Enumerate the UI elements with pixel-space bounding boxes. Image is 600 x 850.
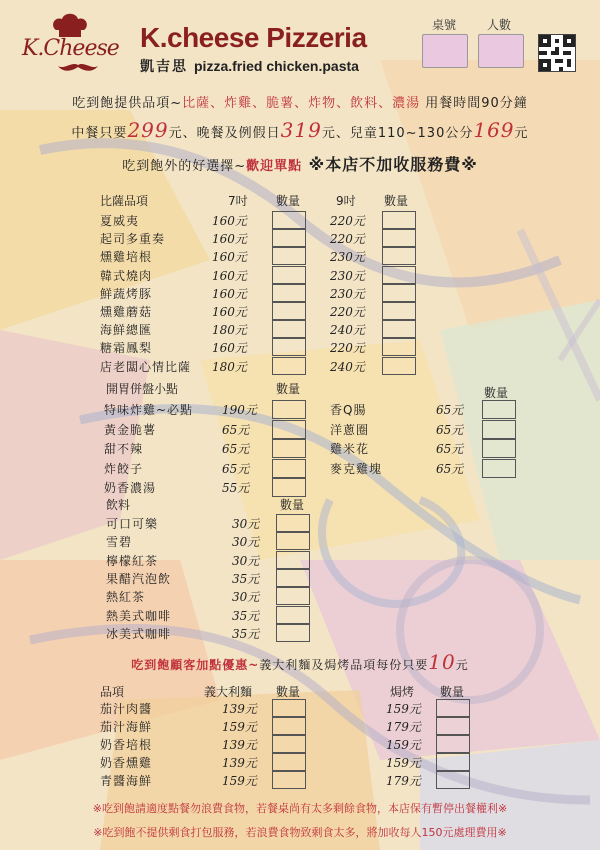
snack-qty-box[interactable] <box>482 459 516 478</box>
addon-item-name: 青醬海鮮 <box>100 774 153 788</box>
addon-pasta-qty-box[interactable] <box>272 771 306 789</box>
snack-item-price: 65元 <box>222 461 250 476</box>
addon-pasta-qty-box[interactable] <box>272 699 306 717</box>
addon-bake-price: 179元 <box>386 720 421 734</box>
snacks-right-qty-header: 數量 <box>484 386 509 400</box>
addon-item-name: 茄汁肉醬 <box>100 702 153 716</box>
pizza-item-price-9: 220元 <box>330 214 365 228</box>
snack-item-name: 炸餃子 <box>104 461 144 476</box>
drink-item-price: 30元 <box>232 590 260 605</box>
table-number-box[interactable] <box>422 34 468 68</box>
addon-bake-qty-box[interactable] <box>436 699 470 717</box>
drink-qty-box[interactable] <box>276 624 310 642</box>
snack-item-price: 190元 <box>222 403 257 417</box>
promo-lunch-label: 中餐只要 <box>71 126 128 141</box>
snack-qty-box[interactable] <box>272 420 306 439</box>
pizza-qty-7-box[interactable] <box>272 302 306 320</box>
drink-item-name: 熱美式咖啡 <box>106 608 172 623</box>
addon-section-title: 品項 <box>100 685 125 699</box>
snack-item-name: 麥克雞塊 <box>330 461 383 476</box>
drink-qty-box[interactable] <box>276 569 310 587</box>
addon-bake-price: 159元 <box>386 756 421 770</box>
brand-tagline: pizza.fried chicken.pasta <box>194 58 359 74</box>
brand-chinese-name: 凱吉思 <box>140 58 188 74</box>
drink-item-name: 雪碧 <box>106 535 133 550</box>
snacks-section-title: 開胃併盤小點 <box>106 382 179 396</box>
pizza-item-price-9: 240元 <box>330 323 365 338</box>
addon-pasta-price: 159元 <box>222 720 257 734</box>
pizza-item-name: 鮮蔬烤豚 <box>100 286 153 301</box>
addon-bake-qty-box[interactable] <box>436 717 470 735</box>
snack-qty-box[interactable] <box>482 400 516 419</box>
pizza-qty-7-box[interactable] <box>272 229 306 247</box>
pizza-item-price-7: 160元 <box>212 232 247 247</box>
snack-item-price: 65元 <box>222 422 250 437</box>
drink-qty-box[interactable] <box>276 551 310 569</box>
pizza-item-price-7: 160元 <box>212 341 247 356</box>
logo-script-text: K.Cheese <box>22 36 119 61</box>
pizza-item-price-7: 160元 <box>212 268 247 283</box>
snack-item-name: 甜不辣 <box>104 442 144 456</box>
promo-child-label: 元、兒童110~130公分 <box>321 126 474 141</box>
drink-item-name: 可口可樂 <box>106 517 159 531</box>
drinks-section-title: 飲料 <box>106 498 131 512</box>
qr-code-icon <box>538 34 576 72</box>
snack-item-name: 洋蔥圈 <box>330 422 370 437</box>
snack-item-price: 65元 <box>436 422 464 437</box>
pizza-item-price-7: 160元 <box>212 305 247 319</box>
addon-item-name: 奶香燻雞 <box>100 756 153 770</box>
pizza-col-9-qty: 數量 <box>384 194 409 208</box>
footer-note-1: ※吃到飽請適度點餐勿浪費食物，若餐桌尚有太多剩餘食物，本店保有暫停出餐權利※ <box>92 802 508 815</box>
addon-pasta-qty-box[interactable] <box>272 753 306 771</box>
snack-qty-box[interactable] <box>272 459 306 478</box>
pizza-item-price-9: 230元 <box>330 286 365 301</box>
addon-bake-price: 159元 <box>386 738 421 752</box>
addon-pasta-price: 139元 <box>222 702 257 716</box>
drink-item-price: 35元 <box>232 608 260 623</box>
addon-promo-a: 吃到飽顧客加點優惠~ <box>131 658 260 672</box>
brand-name: K.cheese Pizzeria <box>140 22 367 53</box>
pizza-qty-7-box[interactable] <box>272 357 306 375</box>
drink-qty-box[interactable] <box>276 532 310 550</box>
table-number-label: 桌號 <box>432 18 457 32</box>
promo-line-1-a: 吃到飽提供品項~ <box>72 96 183 111</box>
drink-qty-box[interactable] <box>276 606 310 624</box>
pizza-item-name: 韓式燒肉 <box>100 268 153 283</box>
pizza-item-price-9: 240元 <box>330 359 365 374</box>
pizza-qty-7-box[interactable] <box>272 266 306 284</box>
drink-item-price: 30元 <box>232 535 260 550</box>
addon-item-name: 茄汁海鮮 <box>100 720 153 734</box>
promo-line-1 <box>0 92 600 111</box>
addon-pasta-price: 159元 <box>222 774 257 788</box>
people-count-label: 人數 <box>487 18 512 32</box>
pizza-qty-9-box[interactable] <box>382 229 416 247</box>
promo-line-3-b: 歡迎單點 <box>246 159 303 174</box>
pizza-item-price-9: 220元 <box>330 305 365 319</box>
drink-item-price: 35元 <box>232 571 260 586</box>
pizza-qty-9-box[interactable] <box>382 266 416 284</box>
mustache-icon <box>58 62 98 72</box>
addon-col-bake: 焗烤 <box>390 685 415 699</box>
snack-qty-box[interactable] <box>482 420 516 439</box>
pizza-col-9-inch: 9吋 <box>336 194 356 208</box>
pizza-item-price-9: 230元 <box>330 268 365 283</box>
pizza-item-price-9: 230元 <box>330 250 365 265</box>
pizza-col-7-inch: 7吋 <box>228 194 248 208</box>
snack-item-price: 55元 <box>222 481 250 495</box>
pizza-item-name: 夏威夷 <box>100 214 140 228</box>
pizza-item-name: 海鮮總匯 <box>100 323 153 338</box>
addon-bake-qty-box[interactable] <box>436 735 470 753</box>
snack-item-name: 雞米花 <box>330 442 370 456</box>
pizza-item-price-7: 160元 <box>212 286 247 301</box>
pizza-item-name: 燻雞蘑菇 <box>100 305 153 319</box>
pizza-item-price-9: 220元 <box>330 341 365 356</box>
drink-item-price: 35元 <box>232 626 260 641</box>
drink-qty-box[interactable] <box>276 587 310 605</box>
drink-item-name: 果醋汽泡飲 <box>106 571 172 586</box>
pizza-qty-9-box[interactable] <box>382 247 416 265</box>
pizza-qty-7-box[interactable] <box>272 320 306 338</box>
drinks-qty-header: 數量 <box>280 498 305 512</box>
promo-line-3-a: 吃到飽外的好選擇~ <box>122 159 247 174</box>
snack-qty-box[interactable] <box>272 439 306 458</box>
drink-item-price: 30元 <box>232 517 260 531</box>
addon-pasta-qty-box[interactable] <box>272 717 306 735</box>
pizza-item-name: 糖霜鳳梨 <box>100 341 153 356</box>
snack-item-name: 特味炸雞~必點 <box>104 403 194 417</box>
people-count-box[interactable] <box>478 34 524 68</box>
pizza-item-price-7: 180元 <box>212 359 247 374</box>
snack-qty-box[interactable] <box>272 478 306 497</box>
addon-bake-price: 159元 <box>386 702 421 716</box>
pizza-item-price-7: 160元 <box>212 250 247 265</box>
addon-item-name: 奶香培根 <box>100 738 153 752</box>
addon-pasta-qty-box[interactable] <box>272 735 306 753</box>
snack-item-price: 65元 <box>436 442 464 456</box>
pizza-qty-7-box[interactable] <box>272 211 306 229</box>
pizza-item-name: 店老闆心情比薩 <box>100 359 192 374</box>
pizza-qty-9-box[interactable] <box>382 302 416 320</box>
addon-col-bake-qty: 數量 <box>440 685 465 699</box>
addon-promo-line <box>0 650 600 674</box>
pizza-qty-9-box[interactable] <box>382 338 416 356</box>
addon-promo-price: 10 <box>428 650 456 674</box>
brand-subtitle <box>140 56 359 76</box>
addon-promo-b: 義大利麵及焗烤品項每份只要 <box>259 658 429 672</box>
addon-bake-price: 179元 <box>386 774 421 788</box>
promo-line-1-time: 用餐時間90分鐘 <box>420 96 528 111</box>
addon-promo-unit: 元 <box>455 658 469 672</box>
drink-item-price: 30元 <box>232 553 260 568</box>
pizza-qty-9-box[interactable] <box>382 284 416 302</box>
pizza-section-title: 比薩品項 <box>100 194 149 208</box>
snack-item-name: 黃金脆薯 <box>104 422 157 437</box>
promo-dinner-label: 元、晚餐及例假日 <box>168 126 281 141</box>
pizza-item-price-7: 180元 <box>212 323 247 338</box>
pizza-qty-7-box[interactable] <box>272 284 306 302</box>
drink-item-name: 檸檬紅茶 <box>106 553 159 568</box>
promo-lunch-price: 299 <box>127 118 169 142</box>
pizza-qty-7-box[interactable] <box>272 338 306 356</box>
snack-item-price: 65元 <box>222 442 250 456</box>
snack-item-price: 65元 <box>436 461 464 476</box>
promo-child-unit: 元 <box>514 126 529 141</box>
snack-qty-box[interactable] <box>272 400 306 419</box>
addon-pasta-price: 139元 <box>222 738 257 752</box>
pizza-item-name: 燻雞培根 <box>100 250 153 265</box>
snack-item-price: 65元 <box>436 403 464 417</box>
footer-note-2: ※吃到飽不提供剩食打包服務，若浪費食物致剩食太多，將加收每人150元處理費用※ <box>93 826 507 839</box>
addon-bake-qty-box[interactable] <box>436 753 470 771</box>
addon-col-pasta-qty: 數量 <box>276 685 301 699</box>
drink-qty-box[interactable] <box>276 514 310 532</box>
snacks-left-qty-header: 數量 <box>276 382 301 396</box>
pizza-qty-7-box[interactable] <box>272 247 306 265</box>
snack-item-name: 香Q腸 <box>330 403 367 417</box>
snack-item-name: 奶香濃湯 <box>104 481 157 495</box>
snack-qty-box[interactable] <box>482 439 516 458</box>
promo-line-3 <box>0 152 600 175</box>
pizza-qty-9-box[interactable] <box>382 320 416 338</box>
no-service-charge-text: ※本店不加收服務費※ <box>302 155 478 174</box>
promo-child-price: 169 <box>473 118 515 142</box>
addon-pasta-price: 139元 <box>222 756 257 770</box>
pizza-col-7-qty: 數量 <box>276 194 301 208</box>
pizza-item-name: 起司多重奏 <box>100 232 166 247</box>
addon-bake-qty-box[interactable] <box>436 771 470 789</box>
drink-item-name: 冰美式咖啡 <box>106 626 172 641</box>
pizza-qty-9-box[interactable] <box>382 211 416 229</box>
promo-line-2 <box>0 118 600 142</box>
pizza-item-price-9: 220元 <box>330 232 365 247</box>
addon-col-pasta: 義大利麵 <box>204 685 253 699</box>
promo-dinner-price: 319 <box>280 118 322 142</box>
pizza-item-price-7: 160元 <box>212 214 247 228</box>
drink-item-name: 熱紅茶 <box>106 590 146 605</box>
promo-line-1-items: 比薩、炸雞、脆薯、炸物、飲料、濃湯 <box>182 96 421 111</box>
pizza-qty-9-box[interactable] <box>382 357 416 375</box>
